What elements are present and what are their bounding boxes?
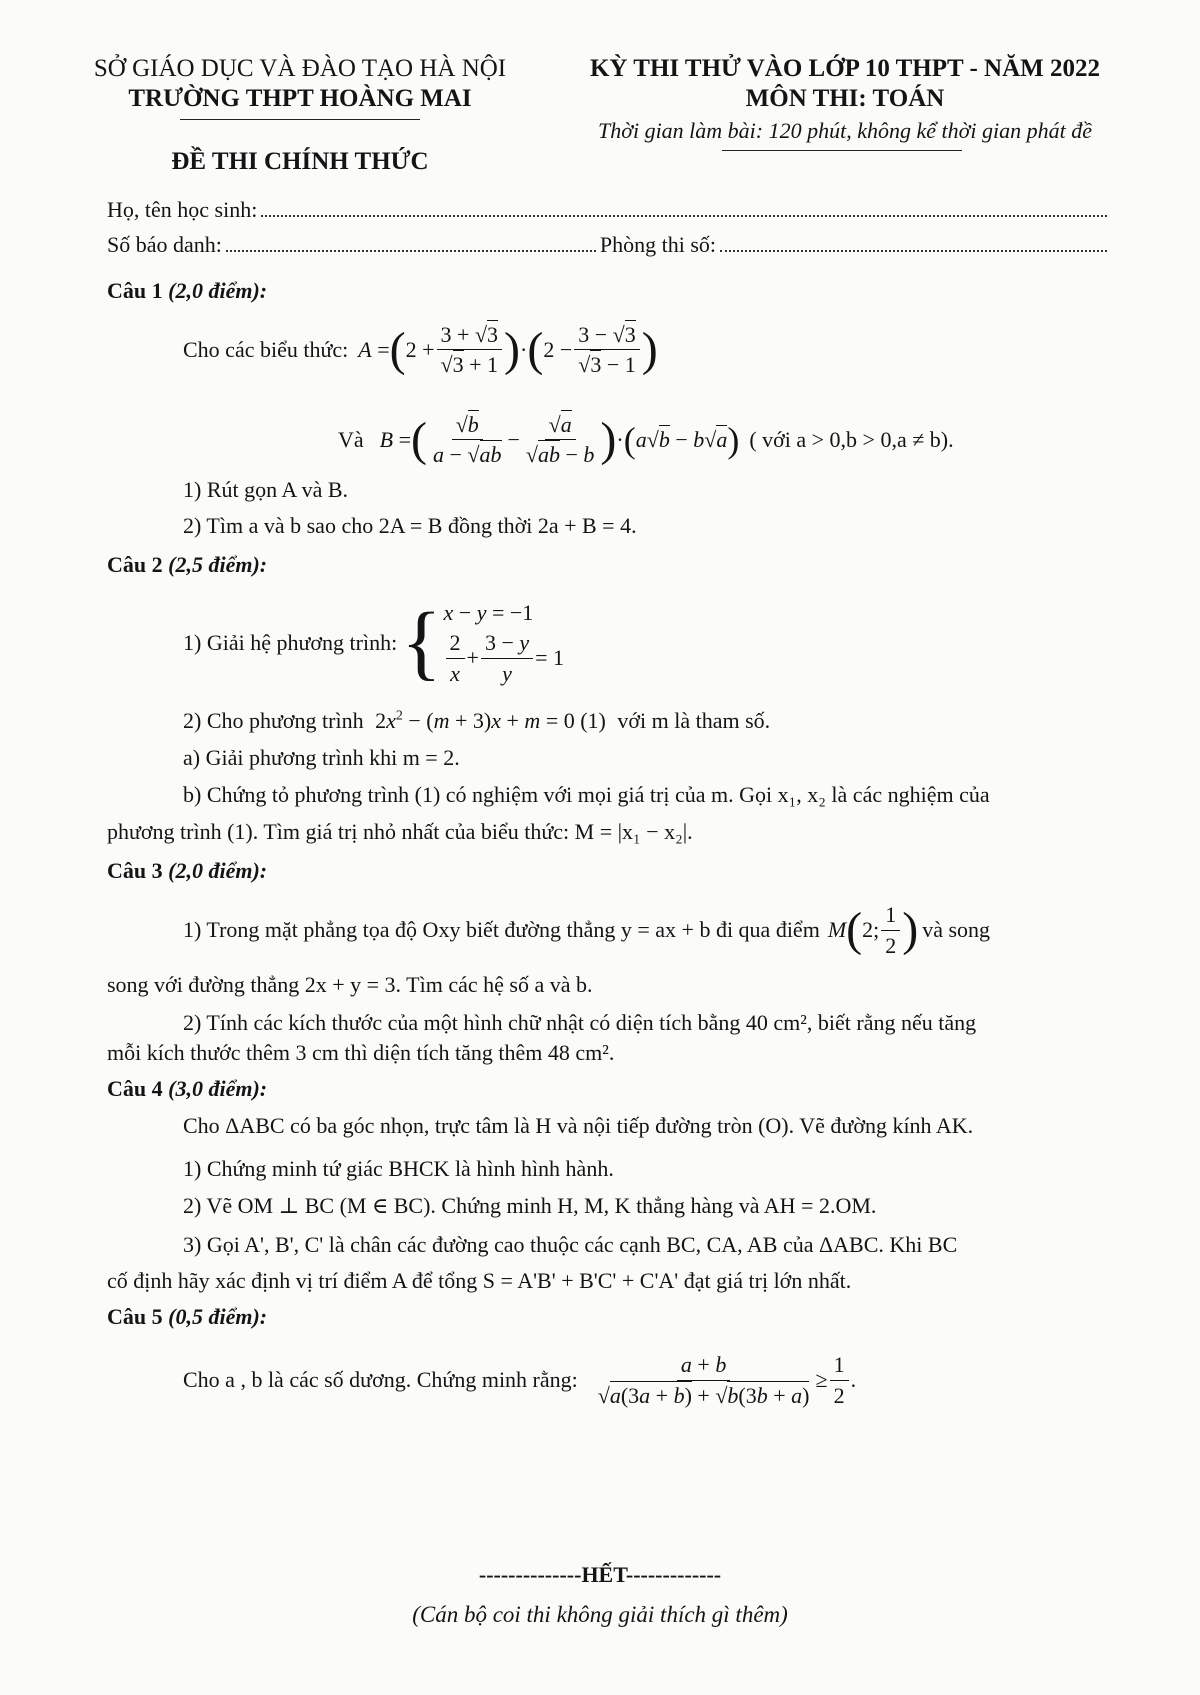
end-marker: --------------HẾT-------------	[478, 1562, 722, 1587]
q2-part-b1: b) Chứng tỏ phương trình (1) có nghiệm với mọi giá trị của m. Gọi x₁, x₂ là các nghiệm của	[183, 782, 990, 807]
student-name-label: Họ, tên học sinh:	[107, 197, 258, 222]
room-field[interactable]	[720, 250, 1107, 252]
q3-part1: 1) Trong mặt phẳng tọa độ Oxy biết đường thẳng y = ax + b đi qua điểm M ( 2; $\frac{1}{2}$ ) và song	[183, 902, 991, 958]
q5-heading	[107, 1304, 267, 1330]
q2-part2-pre: 2) Cho phương trình	[183, 708, 364, 733]
q1-expression-b: Và B = ( $\frac{√b}{a - √ab}$ − $\frac{√a}{√ab - b}$ ) · ( a√b − b√a ) ( với a > 0,b > 0,a ≠ b).	[338, 412, 954, 468]
q5-title: Câu 5	[107, 1304, 163, 1329]
q3-part1-b: và song	[922, 917, 991, 942]
footer-note: (Cán bộ coi thi không giải thích gì thêm)	[412, 1602, 788, 1627]
q5-intro: Cho a , b là các số dương. Chứng minh rằng:	[183, 1367, 578, 1392]
q4-part3-b: cố định hãy xác định vị trí điểm A để tổng S = A'B' + B'C' + C'A' đạt giá trị lớn nhất.	[107, 1268, 852, 1293]
school-underline	[180, 119, 420, 120]
student-id-field[interactable]	[226, 250, 596, 252]
q1-expression-a: Cho các biểu thức: A = ( 2 + $\frac{3 + √3}{√3 + 1}$ ) · ( 2 − $\frac{3 - √3}{√3 - 1}$ )	[183, 322, 658, 378]
q3-part2-a: 2) Tính các kích thước của một hình chữ nhật có diện tích bằng 40 cm², biết rằng nếu tăng	[183, 1010, 977, 1035]
q1-heading	[107, 278, 267, 304]
q1-title: Câu 1	[107, 278, 163, 303]
room-label: Phòng thi số:	[599, 232, 717, 257]
q4-title: Câu 4	[107, 1076, 163, 1101]
q1-intro: Cho các biểu thức:	[183, 336, 349, 362]
exam-title: KỲ THI THỬ VÀO LỚP 10 THPT - NĂM 2022	[589, 55, 1101, 82]
department: SỞ GIÁO DỤC VÀ ĐÀO TẠO HÀ NỘI	[93, 55, 507, 82]
school: TRƯỜNG THPT HOÀNG MAI	[128, 85, 472, 112]
duration: Thời gian làm bài: 120 phút, không kể thời gian phát đề	[597, 118, 1092, 143]
q1-part2: 2) Tìm a và b sao cho 2A = B đồng thời 2a + B = 4.	[183, 513, 637, 538]
subject: MÔN THI: TOÁN	[745, 85, 945, 112]
q2-part-a: a) Giải phương trình khi m = 2.	[183, 745, 460, 770]
student-name-field[interactable]	[261, 215, 1107, 217]
q3-title: Câu 3	[107, 858, 163, 883]
q5-points: (0,5 điểm):	[168, 1304, 268, 1329]
q1-points: (2,0 điểm):	[168, 278, 268, 303]
q1-condition: ( với a > 0,b > 0,a ≠ b).	[749, 426, 954, 452]
q2-points: (2,5 điểm):	[168, 552, 268, 577]
q2-heading	[107, 552, 267, 578]
q2-part-b2: phương trình (1). Tìm giá trị nhỏ nhất của biểu thức: M = |x₁ − x₂|.	[107, 819, 693, 844]
q4-part2: 2) Vẽ OM ⊥ BC (M ∈ BC). Chứng minh H, M, K thẳng hàng và AH = 2.OM.	[183, 1193, 877, 1218]
q3-points: (2,0 điểm):	[168, 858, 268, 883]
q4-points: (3,0 điểm):	[168, 1076, 268, 1101]
exam-status: ĐỀ THI CHÍNH THỨC	[171, 148, 429, 175]
q2-title: Câu 2	[107, 552, 163, 577]
q3-part1-c: song với đường thẳng 2x + y = 3. Tìm các hệ số a và b.	[107, 972, 593, 997]
q3-heading	[107, 858, 267, 884]
q1-part1: 1) Rút gọn A và B.	[183, 477, 349, 502]
q4-intro: Cho ΔABC có ba góc nhọn, trực tâm là H và nội tiếp đường tròn (O). Vẽ đường kính AK.	[183, 1113, 974, 1138]
q2-part1: 1) Giải hệ phương trình:	[183, 630, 398, 655]
student-id-label: Số báo danh:	[107, 232, 222, 257]
duration-underline	[722, 150, 962, 151]
q2-part2: 2) Cho phương trình $2x^2 - (m + 3)x + m = 0$ (1) với m là tham số.	[183, 708, 771, 733]
q4-part1: 1) Chứng minh tứ giác BHCK là hình hình hành.	[183, 1156, 614, 1181]
student-id-row	[107, 232, 1107, 258]
q4-heading	[107, 1076, 267, 1102]
student-name-row	[107, 197, 1107, 223]
q1-and: Và	[338, 426, 364, 452]
q3-part2-b: mỗi kích thước thêm 3 cm thì diện tích tăng thêm 48 cm².	[107, 1040, 615, 1065]
q2-system: 1) Giải hệ phương trình: { x − y = −1 $\frac{2}{x}$ + $\frac{3 - y}{y}$ = 1	[183, 596, 565, 689]
q2-part2-post: với m là tham số.	[617, 708, 771, 733]
q5-inequality: Cho a , b là các số dương. Chứng minh rằng: $\frac{a + b}{√a(3a + b) + √b(3b + a)}$ ≥ $\frac{1}{2}$ .	[183, 1352, 857, 1408]
q3-part1-a: 1) Trong mặt phẳng tọa độ Oxy biết đường thẳng y = ax + b đi qua điểm	[183, 917, 820, 942]
q4-part3-a: 3) Gọi A', B', C' là chân các đường cao thuộc các cạnh BC, CA, AB của ΔABC. Khi BC	[183, 1232, 958, 1257]
